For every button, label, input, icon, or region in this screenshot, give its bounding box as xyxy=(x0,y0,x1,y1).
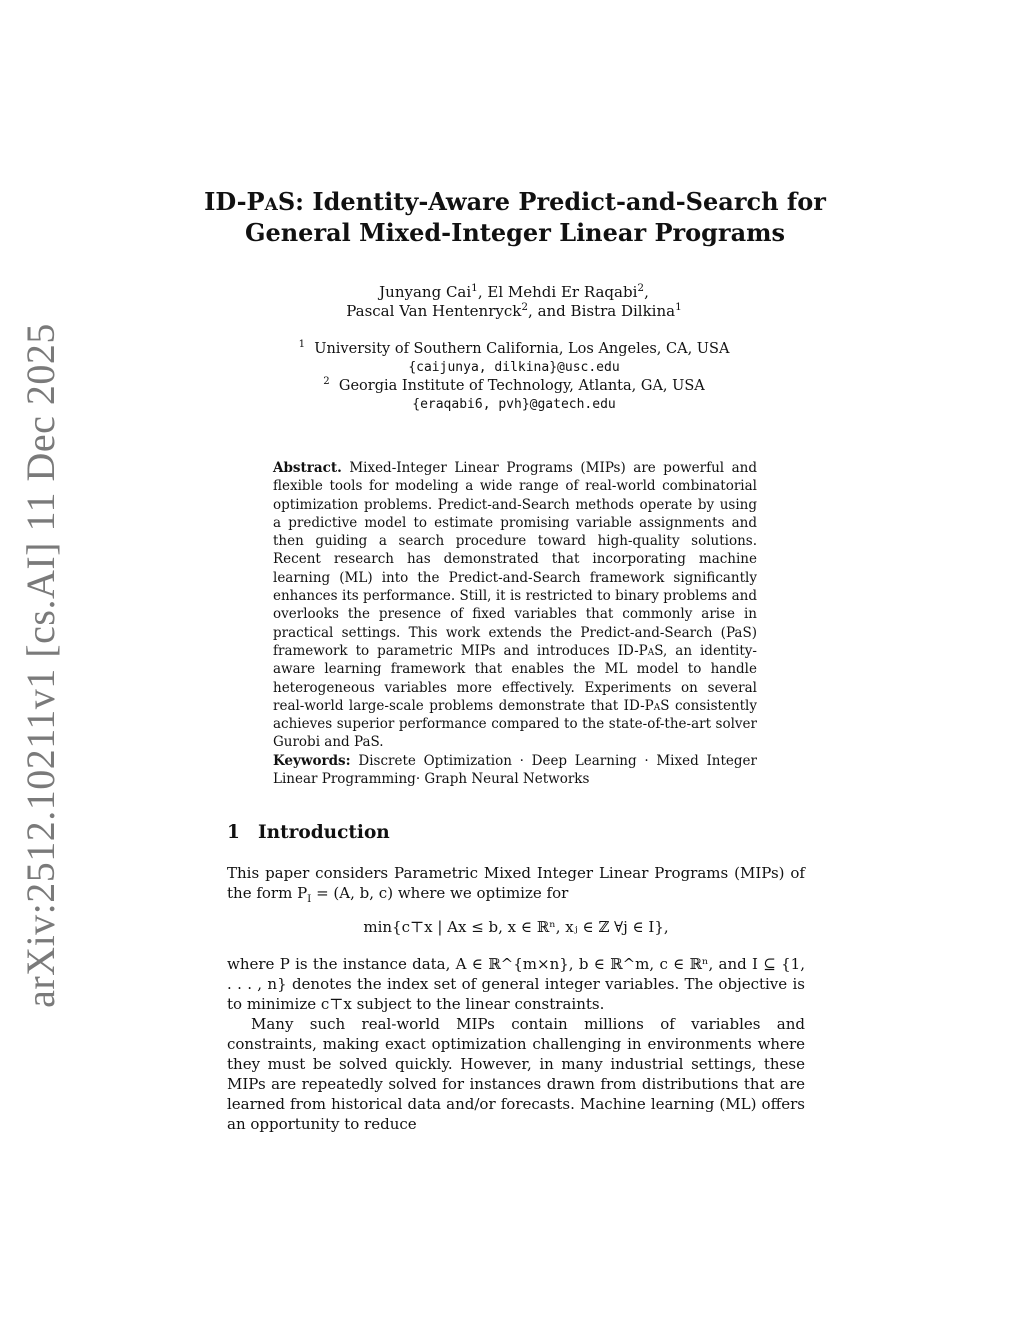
title-line-2: General Mixed-Integer Linear Programs xyxy=(244,218,786,247)
affiliation-1: $^1$ University of Southern California, Los Angeles, CA, USA xyxy=(298,339,730,357)
section-heading-introduction xyxy=(227,822,807,843)
arxiv-identifier-stamp xyxy=(4,322,76,1008)
keywords-text: Discrete Optimization · Deep Learning · Mixed Integer Linear Programming· Graph Neural Networks xyxy=(273,753,757,788)
display-equation: min{c⊤x | Ax ≤ b, x ∈ ℝⁿ, xⱼ ∈ ℤ ∀j ∈ I}, xyxy=(363,918,669,936)
title-line-1: ID-PaS: Identity-Aware Predict-and-Search for xyxy=(204,187,826,216)
abstract xyxy=(273,459,757,752)
affiliation-2-email: {eraqabi6, pvh}@gatech.edu xyxy=(412,396,616,412)
affiliation-1-email: {caijunya, dilkina}@usc.edu xyxy=(408,359,620,375)
paper-title xyxy=(200,186,830,248)
author-list xyxy=(230,283,798,321)
intro-paragraph-1: This paper considers Parametric Mixed Integer Linear Programs (MIPs) of the form $P_I = (A$, b, c) where we optimize for xyxy=(227,864,805,905)
abstract-label: Abstract. xyxy=(273,460,342,476)
intro-paragraph-2: where P is the instance data, A ∈ ℝ^{m×n}, b ∈ ℝ^m, c ∈ ℝⁿ, and I ⊆ {1, . . . , n} denotes the index set of general integer variables. The objective is to minimize c⊤x subject to the linear constraints. xyxy=(227,955,805,1013)
author-line-2: Pascal Van Hentenryck$^2$, and Bistra Dilkina$^1$ xyxy=(346,301,682,320)
keywords-label: Keywords: xyxy=(273,753,351,769)
affiliation-2: $^2$ Georgia Institute of Technology, Atlanta, GA, USA xyxy=(323,376,705,394)
arxiv-stamp-text: arXiv:2512.10211v1 [cs.AI] 11 Dec 2025 xyxy=(17,322,63,1008)
keywords xyxy=(273,752,757,789)
affiliations xyxy=(230,340,798,414)
section-title: Introduction xyxy=(258,822,390,843)
section-number: 1 xyxy=(227,822,240,843)
intro-paragraph-3: Many such real-world MIPs contain millions of variables and constraints, making exact optimization challenging in environments where they must be solved quickly. However, in many industrial settings, these MIPs are repeatedly solved for instances drawn from distributions that are learned from historical data and/or forecasts. Machine learning (ML) offers an opportunity to reduce xyxy=(227,1015,805,1133)
abstract-text: Mixed-Integer Linear Programs (MIPs) are powerful and flexible tools for modeling a wide range of real-world combinatorial optimization problems. Predict-and-Search methods operate by using a predictive model to estimate promising variable assignments and then guiding a search procedure toward high-quality solutions. Recent research has demonstrated that incorporating machine learning (ML) into the Predict-and-Search framework significantly enhances its performance. Still, it is restricted to binary problems and overlooks the presence of fixed variables that commonly arise in practical settings. This work extends the Predict-and-Search (PaS) framework to parametric MIPs and introduces ID-PaS, an identity-aware learning framework that enables the ML model to handle heterogeneous variables more effectively. Experiments on several real-world large-scale problems demonstrate that ID-PaS consistently achieves superior performance compared to the state-of-the-art solver Gurobi and PaS. xyxy=(273,460,758,751)
author-line-1: Junyang Cai$^1$, El Mehdi Er Raqabi$^2$, xyxy=(379,282,649,301)
